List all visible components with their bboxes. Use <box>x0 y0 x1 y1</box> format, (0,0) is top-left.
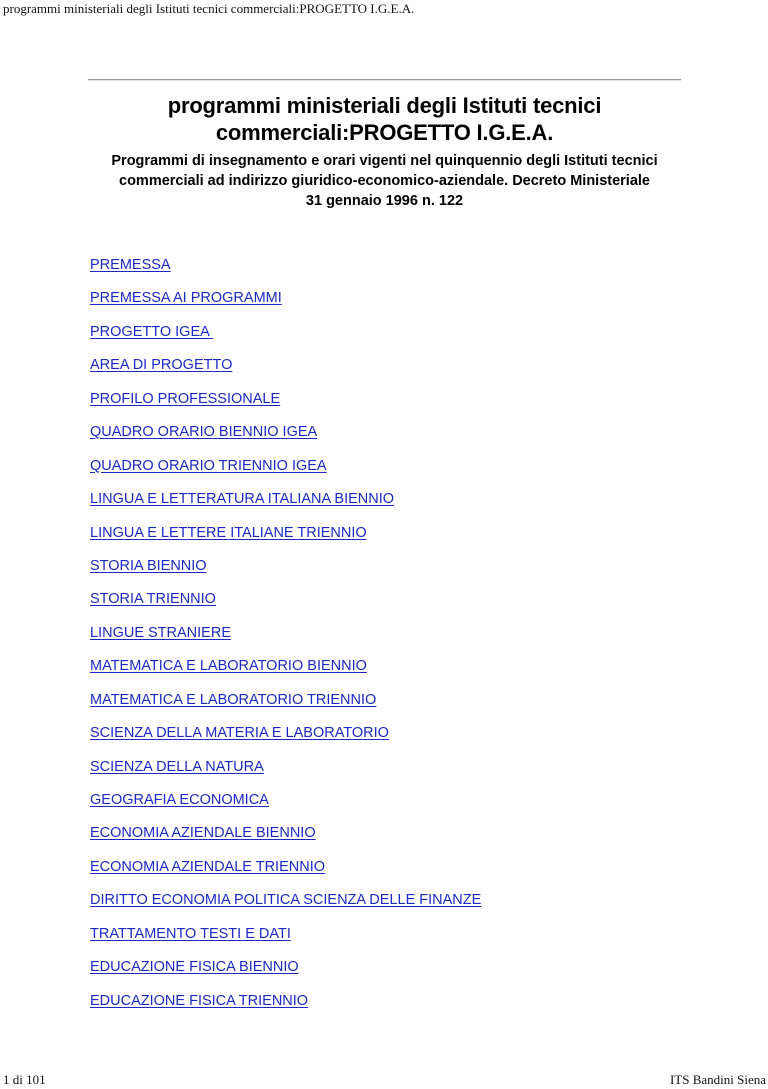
toc-item <box>90 657 481 690</box>
toc-link-matematica-triennio[interactable]: MATEMATICA E LABORATORIO TRIENNIO <box>90 691 377 708</box>
toc-link-storia-triennio[interactable]: STORIA TRIENNIO <box>90 591 216 608</box>
toc-item <box>90 958 481 991</box>
toc-item <box>90 891 481 924</box>
toc-link-matematica-biennio[interactable]: MATEMATICA E LABORATORIO BIENNIO <box>90 658 367 675</box>
toc-link-quadro-orario-biennio[interactable]: QUADRO ORARIO BIENNIO IGEA <box>90 424 318 441</box>
toc-item <box>90 256 481 289</box>
toc-item <box>90 557 481 590</box>
page-subtitle-line-2: commerciali ad indirizzo giuridico-economico-aziendale. Decreto Ministeriale <box>119 173 650 189</box>
toc-link-diritto-economia-politica[interactable]: DIRITTO ECONOMIA POLITICA SCIENZA DELLE FINANZE <box>90 892 482 909</box>
toc-link-geografia-economica[interactable]: GEOGRAFIA ECONOMICA <box>90 792 269 808</box>
toc-link-lingua-letteratura-italiana-biennio[interactable]: LINGUA E LETTERATURA ITALIANA BIENNIO <box>90 491 395 508</box>
print-footer-source: ITS Bandini Siena <box>669 1072 766 1087</box>
toc-link-progetto-igea[interactable]: PROGETTO IGEA <box>90 323 214 340</box>
toc-item <box>90 758 481 791</box>
toc-item <box>90 590 481 623</box>
page-title-line-1: programmi ministeriali degli Istituti tecnici <box>167 93 602 118</box>
toc-item <box>90 390 481 423</box>
horizontal-rule <box>88 79 681 81</box>
toc-item <box>90 791 481 824</box>
toc-link-premessa[interactable]: PREMESSA <box>90 257 171 273</box>
toc-item <box>90 925 481 958</box>
toc-item <box>90 490 481 523</box>
toc-item <box>90 624 481 657</box>
toc-link-economia-aziendale-biennio[interactable]: ECONOMIA AZIENDALE BIENNIO <box>90 825 316 842</box>
toc-link-storia-biennio[interactable]: STORIA BIENNIO <box>90 557 207 574</box>
toc-item <box>90 858 481 891</box>
toc-link-scienza-della-materia[interactable]: SCIENZA DELLA MATERIA E LABORATORIO <box>90 725 389 742</box>
toc-item <box>90 289 481 322</box>
print-header-title: programmi ministeriali degli Istituti tecnici commerciali:PROGETTO I.G.E.A. <box>3 1 415 16</box>
toc-link-economia-aziendale-triennio[interactable]: ECONOMIA AZIENDALE TRIENNIO <box>90 858 326 875</box>
toc-link-educazione-fisica-triennio[interactable]: EDUCAZIONE FISICA TRIENNIO <box>90 992 309 1009</box>
page-indicator: 1 di 101 <box>3 1072 46 1087</box>
toc-item <box>90 824 481 857</box>
toc-link-area-di-progetto[interactable]: AREA DI PROGETTO <box>90 357 233 374</box>
toc-item <box>90 423 481 456</box>
toc-item <box>90 992 481 1025</box>
toc-item <box>90 691 481 724</box>
toc-item <box>90 323 481 356</box>
table-of-contents <box>90 256 481 1025</box>
page-subtitle-line-3: 31 gennaio 1996 n. 122 <box>305 193 464 209</box>
toc-link-lingue-straniere[interactable]: LINGUE STRANIERE <box>90 624 231 641</box>
toc-link-scienza-della-natura[interactable]: SCIENZA DELLA NATURA <box>90 758 264 775</box>
page-title-line-2: commerciali:PROGETTO I.G.E.A. <box>215 120 554 145</box>
toc-item <box>90 457 481 490</box>
toc-link-educazione-fisica-biennio[interactable]: EDUCAZIONE FISICA BIENNIO <box>90 959 299 976</box>
toc-item <box>90 356 481 389</box>
toc-link-trattamento-testi-dati[interactable]: TRATTAMENTO TESTI E DATI <box>90 925 291 942</box>
toc-link-profilo-professionale[interactable]: PROFILO PROFESSIONALE <box>90 390 281 407</box>
toc-item <box>90 524 481 557</box>
page-title <box>88 92 681 146</box>
toc-link-lingua-lettere-italiane-triennio[interactable]: LINGUA E LETTERE ITALIANE TRIENNIO <box>90 524 367 541</box>
toc-item <box>90 724 481 757</box>
toc-link-premessa-ai-programmi[interactable]: PREMESSA AI PROGRAMMI <box>90 290 282 307</box>
toc-link-quadro-orario-triennio[interactable]: QUADRO ORARIO TRIENNIO IGEA <box>90 457 327 474</box>
page-subtitle <box>84 151 685 211</box>
page-subtitle-line-1: Programmi di insegnamento e orari vigenti nel quinquennio degli Istituti tecnici <box>111 153 658 169</box>
